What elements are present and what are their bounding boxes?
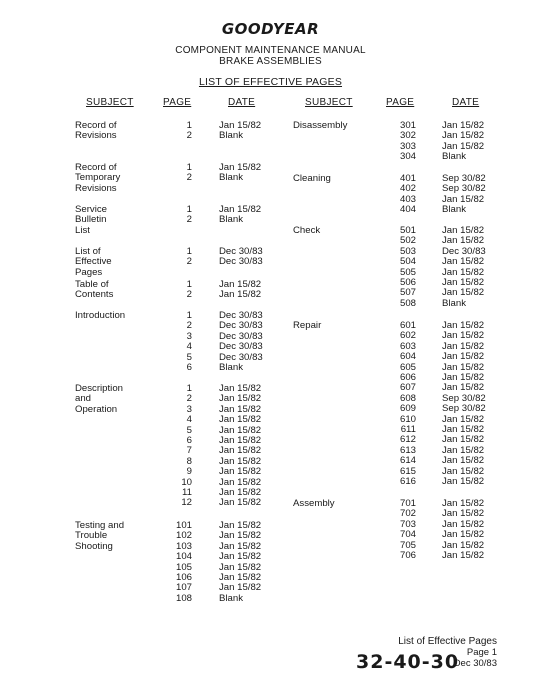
subject-label: Check (293, 225, 321, 236)
subject-label: Pages (75, 266, 103, 278)
page-date: Jan 15/82 (442, 320, 485, 331)
page-date: Jan 15/82 (442, 539, 485, 551)
page-number: 613 (399, 444, 416, 456)
subject-label: Temporary (75, 172, 121, 184)
col-header-subject-right: SUBJECT (305, 97, 353, 108)
page-number: 603 (399, 340, 416, 352)
page-number: 103 (175, 540, 192, 552)
page-number: 604 (399, 351, 416, 363)
footer-section-title: List of Effective Pages (398, 636, 497, 647)
page-number: 401 (399, 173, 416, 184)
subject-label: and (75, 393, 92, 405)
page-number: 304 (399, 151, 416, 163)
page-date: Jan 15/82 (442, 351, 485, 363)
page-date: Dec 30/83 (219, 246, 263, 257)
page-number: 3 (186, 330, 192, 342)
page-number: 104 (175, 551, 192, 563)
page-date: Jan 15/82 (442, 235, 485, 247)
page-number: 507 (399, 287, 416, 299)
page-date: Jan 15/82 (219, 561, 262, 573)
col-header-page-left: PAGE (163, 97, 192, 108)
page-date: Jan 15/82 (442, 330, 485, 342)
page-number: 612 (399, 434, 416, 446)
page-date: Blank (442, 204, 466, 216)
manual-title: COMPONENT MAINTENANCE MANUAL (175, 45, 366, 56)
page-number: 2 (186, 256, 192, 268)
page-date: Jan 15/82 (442, 277, 485, 288)
page-date: Jan 15/82 (442, 193, 485, 205)
page-date: Jan 15/82 (219, 435, 262, 446)
page-entry-row (0, 488, 541, 498)
subject-label: Service (75, 204, 107, 215)
page-date: Dec 30/83 (219, 341, 263, 353)
page-number: 404 (399, 204, 416, 216)
page-date: Jan 15/82 (442, 340, 485, 352)
subject-label: Description (75, 383, 123, 394)
subject-label: Revisions (75, 130, 117, 142)
page-number: 1 (186, 246, 192, 257)
page-date: Jan 15/82 (219, 530, 262, 542)
page-date: Dec 30/83 (219, 256, 263, 268)
page-number: 302 (399, 130, 416, 142)
page-date: Jan 15/82 (219, 572, 262, 583)
page-date: Jan 15/82 (442, 550, 485, 561)
page-date: Jan 15/82 (219, 279, 262, 290)
page-number: 1 (186, 120, 192, 131)
subject-label: Cleaning (293, 173, 331, 184)
footer-date: Dec 30/83 (453, 658, 497, 669)
subject-label: Record of (75, 162, 117, 173)
page-number: 705 (399, 539, 416, 551)
page-number: 303 (399, 140, 416, 152)
page-number: 609 (399, 403, 416, 415)
page-date: Jan 15/82 (442, 498, 485, 509)
subject-label: Effective (75, 256, 112, 268)
page-date: Jan 15/82 (219, 551, 262, 563)
page-date: Sep 30/82 (442, 183, 486, 195)
page-date: Dec 30/83 (219, 320, 263, 332)
page-number: 1 (186, 204, 192, 215)
page-number: 2 (186, 130, 192, 142)
page-number: 102 (175, 530, 192, 542)
page-number: 503 (399, 245, 416, 257)
page-date: Jan 15/82 (442, 529, 485, 541)
page-number: 616 (399, 476, 416, 487)
page-number: 501 (399, 225, 416, 236)
page-date: Jan 15/82 (219, 455, 262, 467)
page-entry-row (0, 573, 541, 583)
page-date: Blank (219, 214, 243, 226)
page-number: 1 (186, 279, 192, 290)
page-number: 106 (175, 572, 192, 583)
page-date: Blank (442, 297, 466, 309)
footer-page-label: Page 1 (466, 647, 497, 658)
page-date: Jan 15/82 (442, 518, 485, 530)
page-number: 107 (175, 582, 192, 594)
page-date: Sep 30/82 (442, 173, 486, 184)
page-number: 8 (186, 455, 192, 467)
page-number: 2 (186, 289, 192, 301)
subject-label: Disassembly (293, 120, 348, 131)
page-date: Jan 15/82 (219, 476, 262, 488)
page-number: 12 (181, 497, 192, 509)
subject-label: Introduction (75, 310, 126, 321)
page-date: Jan 15/82 (219, 424, 262, 436)
subject-label: Repair (293, 320, 322, 331)
page-number: 608 (399, 392, 416, 404)
subject-label: List of (75, 246, 101, 257)
page-number: 10 (181, 476, 192, 488)
subject-label: Contents (75, 289, 114, 301)
subject-label: Bulletin (75, 214, 107, 226)
subject-label: Testing and (75, 520, 125, 531)
page-date: Blank (219, 592, 243, 604)
page-date: Jan 15/82 (442, 424, 485, 435)
page-number: 6 (186, 435, 192, 446)
page-date: Jan 15/82 (442, 444, 485, 456)
page-entry-row (0, 594, 541, 604)
page-number: 7 (186, 445, 192, 457)
page-number: 703 (399, 518, 416, 530)
page-number: 508 (399, 297, 416, 309)
page-entry-row (0, 163, 541, 173)
page-entry-row (0, 583, 541, 593)
page-date: Blank (442, 151, 466, 163)
subject-label: Revisions (75, 182, 117, 194)
page-number: 706 (399, 550, 416, 561)
page-date: Jan 15/82 (219, 393, 262, 405)
page-number: 505 (399, 266, 416, 278)
page-date: Jan 15/82 (219, 582, 262, 594)
page-entry-row (0, 152, 541, 162)
page-date: Sep 30/82 (442, 392, 486, 404)
page-date: Jan 15/82 (442, 382, 485, 394)
page-entry-row (0, 299, 541, 309)
col-header-date-right: DATE (452, 97, 480, 108)
subject-label: Operation (75, 403, 118, 415)
page-date: Jan 15/82 (219, 445, 262, 457)
page-date: Jan 15/82 (219, 520, 262, 531)
page-date: Dec 30/83 (442, 245, 486, 257)
page-number: 2 (186, 214, 192, 226)
page-date: Blank (219, 130, 243, 142)
page-number: 504 (399, 256, 416, 268)
page-date: Jan 15/82 (219, 204, 262, 215)
manual-subtitle: BRAKE ASSEMBLIES (219, 56, 322, 67)
page-number: 602 (399, 330, 416, 342)
page-date: Blank (219, 172, 243, 184)
page-number: 1 (186, 162, 192, 173)
subject-label: Record of (75, 120, 117, 131)
page-date: Jan 15/82 (219, 162, 262, 173)
page-number: 2 (186, 172, 192, 184)
page-number: 702 (399, 508, 416, 520)
page-date: Jan 15/82 (442, 508, 485, 520)
page-date: Jan 15/82 (442, 140, 485, 152)
page-number: 611 (400, 424, 416, 435)
page-date: Jan 15/82 (442, 120, 485, 131)
page-number: 4 (186, 414, 192, 426)
page-date: Jan 15/82 (219, 120, 262, 131)
page-number: 108 (175, 592, 192, 604)
subject-label: List (75, 224, 90, 236)
page-number: 2 (186, 320, 192, 332)
subject-label: Assembly (293, 498, 335, 509)
page-number: 402 (399, 183, 416, 195)
page-date: Blank (219, 362, 243, 373)
page-date: Jan 15/82 (442, 413, 485, 425)
page-number: 5 (186, 424, 192, 436)
page-number: 6 (186, 362, 192, 373)
page-date: Jan 15/82 (442, 266, 485, 278)
page-date: Jan 15/82 (219, 497, 262, 509)
page-date: Jan 15/82 (442, 434, 485, 446)
page-number: 605 (399, 361, 416, 373)
page-entry-row (0, 551, 541, 561)
page-number: 607 (399, 382, 416, 394)
page-number: 704 (399, 529, 416, 541)
brand-logo: GOODYEAR (221, 20, 320, 38)
page-number: 1 (186, 383, 192, 394)
page-date: Jan 15/82 (442, 225, 485, 236)
page-number: 403 (399, 193, 416, 205)
page-date: Jan 15/82 (219, 540, 262, 552)
page-number: 105 (175, 561, 192, 573)
page-number: 614 (399, 455, 416, 467)
col-header-subject-left: SUBJECT (86, 97, 134, 108)
page-entry-row (0, 563, 541, 573)
page-date: Jan 15/82 (442, 130, 485, 142)
col-header-date-left: DATE (228, 97, 256, 108)
page-number: 11 (182, 487, 192, 498)
page-number: 606 (399, 372, 416, 383)
page-number: 610 (399, 413, 416, 425)
page-date: Jan 15/82 (219, 383, 262, 394)
page-number: 615 (399, 465, 416, 477)
subject-label: Table of (75, 279, 109, 290)
page-date: Sep 30/82 (442, 403, 486, 415)
col-header-page-right: PAGE (386, 97, 415, 108)
page-number: 506 (399, 277, 416, 288)
page-date: Jan 15/82 (442, 465, 485, 477)
page-entry-row (0, 477, 541, 487)
page-date: Dec 30/83 (219, 310, 263, 321)
page-number: 1 (186, 310, 192, 321)
page-date: Jan 15/82 (219, 403, 262, 415)
page-number: 9 (186, 466, 192, 478)
page-number: 301 (399, 120, 416, 131)
page-number: 601 (399, 320, 416, 331)
page-date: Jan 15/82 (442, 372, 485, 383)
page-date: Jan 15/82 (219, 289, 262, 301)
page-date: Jan 15/82 (442, 476, 485, 487)
page-number: 701 (399, 498, 416, 509)
page-date: Jan 15/82 (442, 455, 485, 467)
subject-label: Trouble (75, 530, 108, 542)
page-number: 2 (186, 393, 192, 405)
page-date: Dec 30/83 (219, 351, 263, 363)
subject-label: Shooting (75, 540, 113, 552)
page-number: 101 (175, 520, 192, 531)
page-date: Jan 15/82 (219, 466, 262, 478)
list-title: LIST OF EFFECTIVE PAGES (198, 76, 343, 88)
page-entry-row (0, 205, 541, 215)
page-date: Jan 15/82 (219, 487, 262, 498)
page-date: Jan 15/82 (442, 287, 485, 299)
page-date: Jan 15/82 (442, 256, 485, 268)
footer-chapter-number: 32-40-30 (356, 651, 460, 673)
page-number: 502 (399, 235, 416, 247)
page-date: Jan 15/82 (442, 361, 485, 373)
page-number: 5 (186, 351, 192, 363)
page-number: 4 (186, 341, 192, 353)
page-date: Jan 15/82 (219, 414, 262, 426)
page-number: 3 (186, 403, 192, 415)
page-date: Dec 30/83 (219, 330, 263, 342)
